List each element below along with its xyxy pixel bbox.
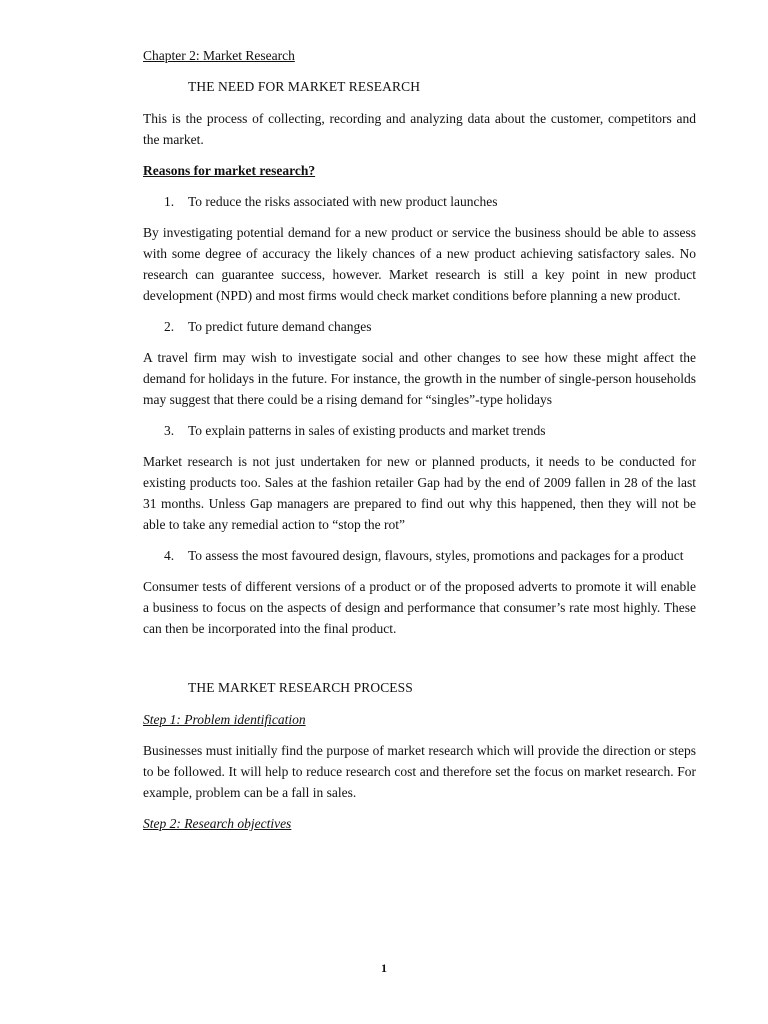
reason-title: To explain patterns in sales of existing products and market trends: [188, 423, 546, 438]
reason-body: Market research is not just undertaken for new or planned products, it needs to be conducted for existing products too. Sales at the fashion retailer Gap had by the end of 2009 fallen in 28 of the last 31 months. Unless Gap managers are prepared to find out why this happened, then they will not be able to take any remedial action to “stop the rot”: [143, 454, 696, 532]
reason-item: [143, 545, 696, 566]
chapter-title: Chapter 2: Market Research: [143, 48, 295, 63]
reason-body: Consumer tests of different versions of a product or of the proposed adverts to promote it will enable a business to focus on the aspects of design and performance that consumer’s rate most highly. These can then be incorporated into the final product.: [143, 579, 696, 636]
document-page: [143, 45, 696, 844]
page-number: 1: [381, 961, 387, 975]
reason-item: [143, 316, 696, 337]
section-heading-text: THE MARKET RESEARCH PROCESS: [188, 680, 413, 695]
spacer: [143, 649, 696, 677]
reason-title: To assess the most favoured design, flavours, styles, promotions and packages for a product: [188, 548, 684, 563]
step-body: Businesses must initially find the purpose of market research which will provide the direction or steps to be followed. It will help to reduce research cost and therefore set the focus on market research. For example, problem can be a fall in sales.: [143, 743, 696, 800]
section-heading-process: [143, 677, 696, 698]
reason-title: To predict future demand changes: [188, 319, 372, 334]
section-heading-need: [143, 76, 696, 97]
section-heading-text: THE NEED FOR MARKET RESEARCH: [188, 79, 421, 94]
reason-title: To reduce the risks associated with new product launches: [188, 194, 498, 209]
reason-number: 1.: [164, 194, 175, 209]
reason-item: [143, 191, 696, 212]
reasons-heading: Reasons for market research?: [143, 163, 316, 178]
reason-number: 2.: [164, 319, 175, 334]
intro-paragraph: This is the process of collecting, recording and analyzing data about the customer, competitors and the market.: [143, 111, 696, 147]
reason-number: 4.: [164, 548, 175, 563]
step-title: Step 1: Problem identification: [143, 712, 306, 727]
reason-body: A travel firm may wish to investigate social and other changes to see how these might affect the demand for holidays in the future. For instance, the growth in the number of single-person households may suggest that there could be a rising demand for “singles”-type holidays: [143, 350, 696, 407]
step-title: Step 2: Research objectives: [143, 816, 292, 831]
reason-number: 3.: [164, 423, 175, 438]
reason-item: [143, 420, 696, 441]
reason-body: By investigating potential demand for a new product or service the business should be able to assess with some degree of accuracy the likely chances of a new product achieving satisfactory sales. No research can guarantee success, however. Market research is still a key point in new product development (NPD) and most firms would check market conditions before planning a new product.: [143, 225, 696, 303]
